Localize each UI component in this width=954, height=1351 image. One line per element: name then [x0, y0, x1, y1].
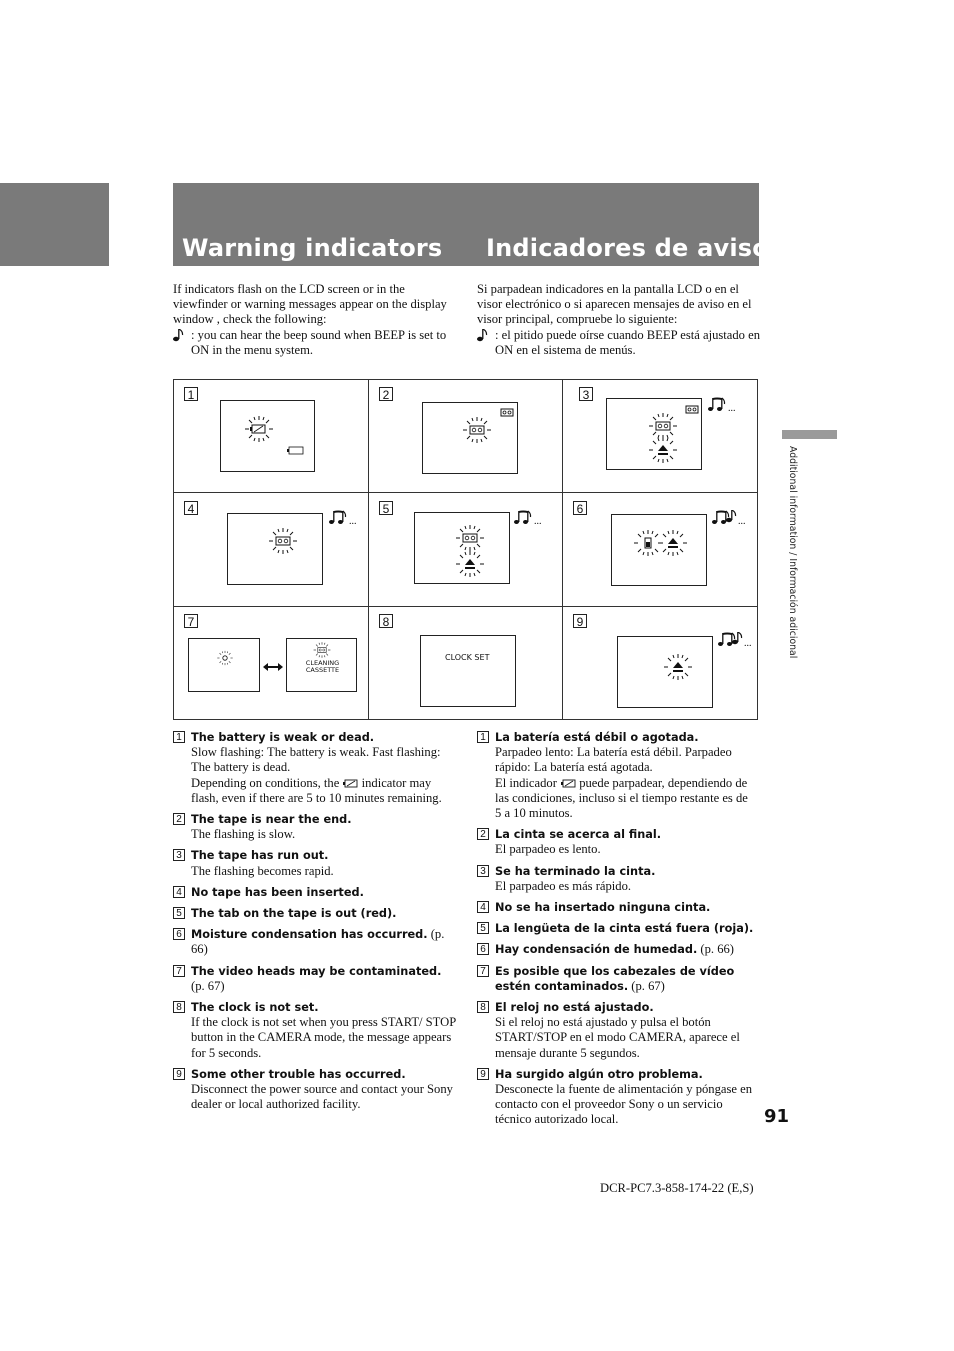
item-desc: The flashing is slow.	[191, 827, 296, 842]
lcd-screen	[188, 638, 260, 692]
item-title: No se ha insertado ninguna cinta.	[495, 901, 711, 915]
item-title: The tape is near the end.	[191, 813, 352, 827]
list-item	[173, 1000, 458, 1061]
grid-cell-4	[174, 493, 368, 606]
page-reference: (p. 67)	[631, 978, 665, 993]
item-number: 4	[173, 886, 185, 898]
item-title: Moisture condensation has occurred.	[191, 928, 428, 942]
cassette-flash-icon	[649, 413, 677, 439]
item-desc: Slow flashing: The battery is weak. Fast flashing: The battery is dead.	[191, 745, 441, 775]
beep-icon	[712, 510, 746, 531]
item-number: 3	[173, 849, 185, 861]
cleaning-text: CLEANING	[305, 659, 340, 667]
list-item	[477, 942, 757, 957]
cell-number: 9	[573, 614, 587, 628]
beep-icon	[718, 632, 752, 653]
grid-cell-9	[563, 607, 758, 719]
cell-number: 3	[579, 387, 593, 401]
grid-cell-5	[369, 493, 562, 606]
lcd-screen	[422, 402, 518, 474]
list-item	[173, 964, 458, 994]
item-title: La batería está débil o agotada.	[495, 731, 699, 744]
eject-flash-icon	[649, 437, 677, 463]
list-item	[173, 906, 458, 921]
intro-text: Si parpadean indicadores en la pantalla LCD o en el visor electrónico o si aparecen mensajes de aviso en el visor principal, compruebe lo siguiente:	[477, 282, 752, 327]
battery-icon	[342, 779, 358, 789]
cell-number: 6	[573, 501, 587, 515]
warning-list-en	[173, 730, 458, 1118]
item-title: The tape has run out.	[191, 849, 329, 863]
lcd-screen	[420, 635, 516, 707]
lcd-screen	[611, 514, 707, 586]
list-item	[173, 1067, 458, 1113]
item-number: 1	[477, 731, 489, 743]
item-title: The tab on the tape is out (red).	[191, 907, 397, 921]
flash-icon	[189, 639, 261, 693]
item-number: 7	[173, 965, 185, 977]
item-number: 9	[173, 1068, 185, 1080]
eject-flash-icon	[659, 530, 687, 556]
cell-number: 1	[184, 387, 198, 401]
cell-number: 7	[184, 614, 198, 628]
list-item	[477, 921, 757, 936]
cell-number: 5	[379, 501, 393, 515]
list-item	[477, 1000, 757, 1061]
item-title: Se ha terminado la cinta.	[495, 864, 656, 878]
list-item	[477, 900, 757, 915]
list-item	[173, 848, 458, 878]
eject-flash-icon	[456, 551, 484, 577]
intro-en	[173, 282, 448, 358]
eject-flash-icon	[664, 654, 692, 680]
item-number: 2	[477, 828, 489, 840]
item-title: Hay condensación de humedad.	[495, 943, 698, 957]
item-desc: If the clock is not set when you press START/ STOP button in the CAMERA mode, the message appears for 5 seconds.	[191, 1015, 456, 1060]
ellipsis: ...	[534, 516, 542, 527]
item-title: The battery is weak or dead.	[191, 731, 375, 744]
cassette-flash-icon	[314, 642, 331, 658]
grid-cell-2	[369, 380, 562, 492]
section-label: Additional information / Información adicional	[787, 446, 798, 659]
item-number: 4	[477, 901, 489, 913]
music-note-icon	[477, 328, 495, 358]
intro-text: If indicators flash on the LCD screen or in the viewfinder or warning messages appear on the display window , check the following:	[173, 282, 447, 327]
item-title: Ha surgido algún otro problema.	[495, 1067, 703, 1081]
item-title: Some other trouble has occurred.	[191, 1067, 406, 1081]
list-item	[173, 812, 458, 842]
beep-icon	[514, 510, 542, 531]
ellipsis: ...	[744, 638, 752, 649]
item-number: 2	[173, 813, 185, 825]
page-reference: (p. 66)	[191, 927, 445, 957]
section-tab	[0, 183, 109, 266]
section-marker	[782, 430, 837, 439]
grid-cell-8	[369, 607, 562, 719]
item-number: 6	[173, 928, 185, 940]
page-title-en: Warning indicators	[182, 234, 443, 262]
clock-set-message: CLOCK SET	[445, 653, 490, 662]
item-desc: The flashing becomes rapid.	[191, 863, 334, 878]
alternate-arrow-icon	[263, 659, 283, 677]
lcd-screen	[286, 638, 357, 692]
page-reference: (p. 66)	[700, 942, 734, 957]
item-number: 5	[477, 922, 489, 934]
item-number: 6	[477, 943, 489, 955]
cassette-icon	[686, 406, 698, 413]
indicator-grid	[173, 379, 758, 720]
item-number: 8	[173, 1001, 185, 1013]
lcd-screen	[606, 398, 702, 470]
grid-cell-6	[563, 493, 758, 606]
beep-note-text: : you can hear the beep sound when BEEP is set to ON in the menu system.	[191, 327, 447, 357]
footer-code: DCR-PC7.3-858-174-22 (E,S)	[600, 1181, 754, 1195]
moisture-flash-icon	[634, 530, 662, 556]
beep-note-text: : el pitido puede oírse cuando BEEP está ajustado en ON en el sistema de menús.	[495, 327, 760, 357]
lcd-screen	[220, 400, 315, 472]
intro-es	[477, 282, 761, 358]
item-title: El reloj no está ajustado.	[495, 1001, 654, 1015]
item-number: 9	[477, 1068, 489, 1080]
lcd-screen	[414, 512, 510, 584]
grid-cell-1	[174, 380, 368, 492]
cassette-text: CASSETTE	[305, 666, 340, 674]
item-title: La lengüeta de la cinta está fuera (roja).	[495, 922, 754, 936]
list-item	[477, 964, 757, 994]
lcd-screen	[617, 636, 713, 708]
list-item	[477, 1067, 757, 1128]
cassette-icon	[501, 409, 513, 416]
grid-cell-3	[563, 380, 758, 492]
item-number: 7	[477, 965, 489, 977]
item-desc: Desconecte la fuente de alimentación y póngase en contacto con el proveedor Sony o un servicio técnico autorizado local.	[495, 1082, 753, 1127]
item-title: Es posible que los cabezales de vídeo estén contaminados.	[495, 964, 735, 993]
beep-note	[173, 328, 448, 358]
item-desc: Disconnect the power source and contact your Sony dealer or local authorized facility.	[191, 1082, 453, 1112]
item-number: 1	[173, 731, 185, 743]
item-title: La cinta se acerca al final.	[495, 828, 662, 842]
battery-icon	[560, 779, 576, 789]
battery-flash-icon	[245, 416, 273, 442]
grid-cell-7	[174, 607, 368, 719]
item-title: No tape has been inserted.	[191, 885, 364, 899]
item-number: 5	[173, 907, 185, 919]
cell-number: 2	[379, 387, 393, 401]
item-desc-extra: Depending on conditions, the indicator may flash, even if there are 5 to 10 minutes remaining.	[191, 775, 442, 805]
cassette-flash-icon	[463, 417, 491, 443]
ellipsis: ...	[349, 516, 357, 527]
cassette-flash-icon	[269, 528, 297, 554]
list-item	[173, 885, 458, 900]
beep-note	[477, 328, 761, 358]
page-number: 91	[764, 1106, 790, 1127]
item-number: 8	[477, 1001, 489, 1013]
item-title: The video heads may be contaminated.	[191, 964, 442, 978]
cassette-flash-icon	[456, 525, 484, 551]
page-title-es: Indicadores de aviso	[486, 234, 769, 262]
cell-number: 8	[379, 614, 393, 628]
cleaning-cassette-label	[287, 660, 358, 674]
lcd-screen	[227, 513, 323, 585]
list-item	[477, 864, 757, 894]
list-item	[477, 730, 757, 821]
page-reference: (p. 67)	[191, 978, 225, 993]
item-desc: Parpadeo lento: La batería está débil. Parpadeo rápido: La batería está agotada.	[495, 745, 732, 775]
list-item	[173, 730, 458, 806]
item-desc: Si el reloj no está ajustado y pulsa el botón START/STOP en el modo CAMERA, aparece el mensaje durante 5 segundos.	[495, 1015, 740, 1060]
item-desc: El parpadeo es más rápido.	[495, 878, 632, 893]
battery-icon	[287, 447, 303, 454]
item-desc-extra: El indicador puede parpadear, dependiendo de las condiciones, incluso si el tiempo restante es de 5 a 10 minutos.	[495, 775, 748, 821]
list-item	[173, 927, 458, 957]
music-note-icon	[173, 328, 191, 358]
item-title: The clock is not set.	[191, 1001, 319, 1015]
beep-icon	[708, 397, 736, 418]
item-desc: El parpadeo es lento.	[495, 842, 601, 857]
warning-list-es	[477, 730, 757, 1134]
ellipsis: ...	[728, 403, 736, 414]
ellipsis: ...	[738, 516, 746, 527]
item-number: 3	[477, 865, 489, 877]
beep-icon	[329, 510, 357, 531]
cell-number: 4	[184, 501, 198, 515]
list-item	[477, 827, 757, 857]
